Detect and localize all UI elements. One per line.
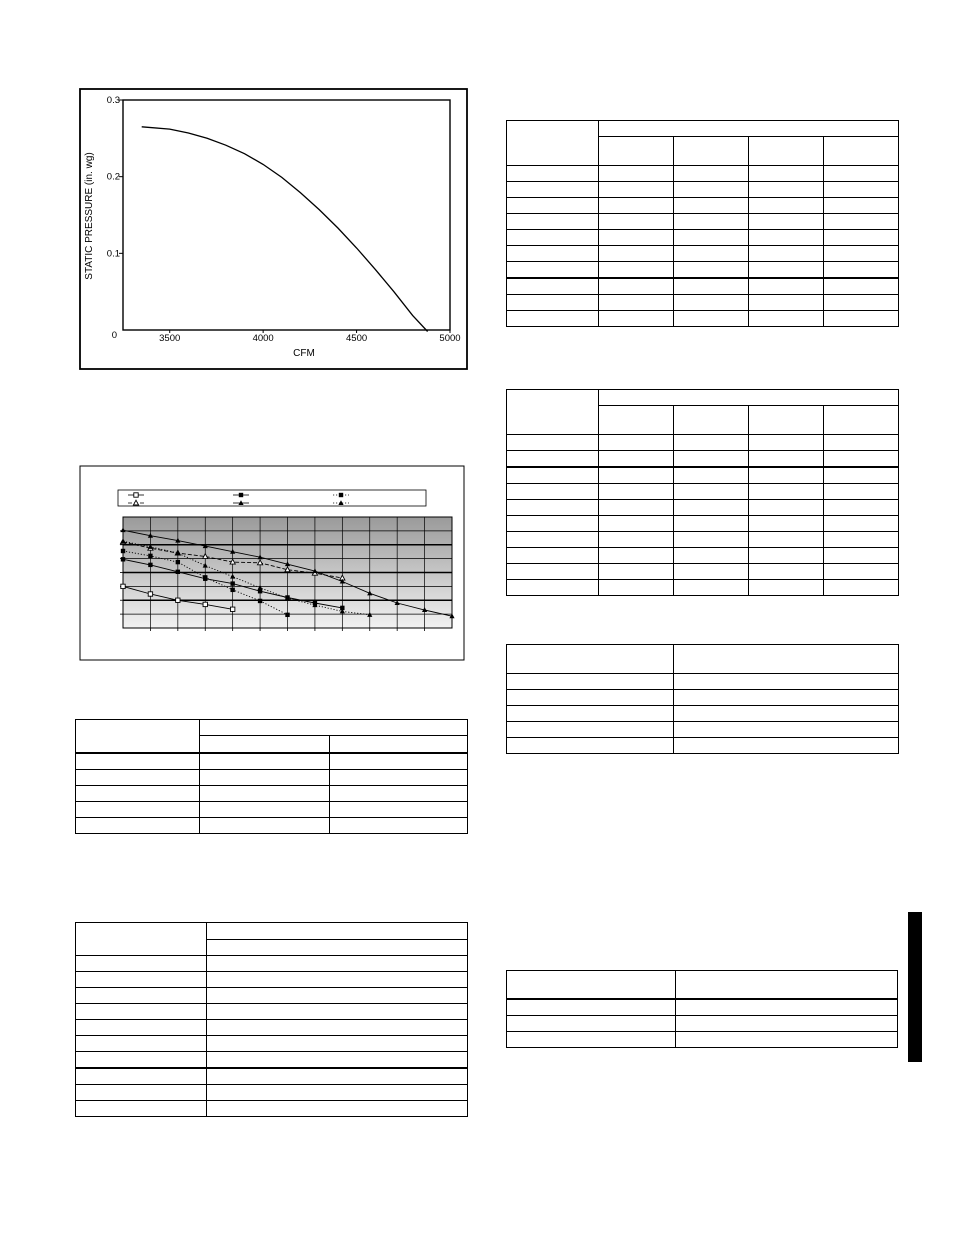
chart2-point	[258, 599, 262, 603]
section-tab-marker	[908, 912, 922, 1062]
chart2-legend-box	[118, 490, 426, 506]
chart1-xtick-label: 5000	[439, 333, 461, 344]
chart2-point	[148, 563, 152, 567]
chart2-point	[121, 557, 125, 561]
table-d	[506, 389, 899, 596]
chart2-point	[203, 602, 207, 606]
chart2-point	[285, 613, 289, 617]
table-e	[506, 644, 899, 754]
chart2-point	[203, 575, 207, 579]
chart1-frame	[80, 89, 467, 369]
chart2-point	[148, 554, 152, 558]
chart2-point	[134, 493, 138, 497]
chart2-point	[230, 607, 234, 611]
chart2-point	[176, 560, 180, 564]
table-c	[506, 120, 899, 327]
chart1-ytick-label: 0.1	[106, 248, 120, 260]
chart1-xtick-label: 3500	[159, 333, 181, 344]
chart2-point	[230, 581, 234, 585]
chart2-point	[121, 549, 125, 553]
chart2-point	[239, 493, 243, 497]
table-f	[506, 970, 898, 1048]
chart1-ytick-label: 0.3	[106, 95, 120, 106]
chart1-series-line	[142, 127, 428, 332]
chart1-ytick-label: 0.2	[106, 171, 120, 183]
chart1-ytick-label: 0	[111, 330, 117, 341]
chart2-point	[176, 598, 180, 602]
chart1-xtick-label: 4500	[346, 333, 368, 344]
chart2-point	[339, 493, 343, 497]
table-a	[75, 719, 468, 834]
chart2-point	[148, 592, 152, 596]
chart1-ylabel: STATIC PRESSURE (in. wg)	[84, 152, 95, 280]
chart2-point	[176, 570, 180, 574]
chart2-point	[121, 584, 125, 588]
chart1-xtick-label: 4000	[252, 333, 274, 344]
chart2-point	[230, 588, 234, 592]
chart1-xlabel: CFM	[293, 348, 315, 359]
chart1-plot-area	[123, 100, 450, 330]
table-b	[75, 922, 468, 1117]
